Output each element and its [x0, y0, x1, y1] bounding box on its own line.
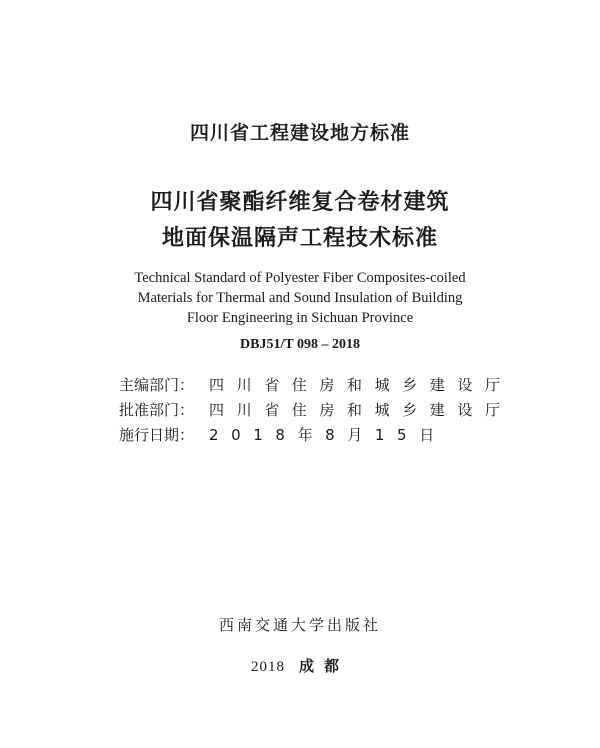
info-value: 四川省住房和城乡建设厅 [209, 401, 513, 419]
info-value: 2018年8月15日 [209, 426, 447, 444]
title-chinese-line-1: 四川省聚酯纤维复合卷材建筑 [150, 190, 450, 215]
info-block [119, 372, 513, 447]
publication-year: 2018 [250, 659, 285, 675]
publication-place [0, 655, 600, 676]
info-label: 主编部门： [119, 376, 195, 394]
publication-city: 成都 [298, 657, 349, 675]
info-row-approval [119, 397, 513, 422]
info-label: 施行日期： [119, 426, 195, 444]
publisher: 西南交通大学出版社 [218, 616, 381, 634]
standard-series: 四川省工程建设地方标准 [189, 122, 410, 144]
title-english [0, 268, 600, 328]
title-english-line-1: Technical Standard of Polyester Fiber Composites-coiled [134, 270, 466, 286]
info-row-effective-date [119, 422, 513, 447]
info-row-chief-editor [119, 372, 513, 397]
title-english-line-3: Floor Engineering in Sichuan Province [186, 310, 414, 326]
info-value: 四川省住房和城乡建设厅 [209, 376, 513, 394]
standard-code: DBJ51/T 098 – 2018 [240, 337, 360, 352]
info-label: 批准部门： [119, 401, 195, 419]
title-chinese [0, 185, 600, 257]
title-english-line-2: Materials for Thermal and Sound Insulation of Building [137, 290, 463, 306]
title-chinese-line-2: 地面保温隔声工程技术标准 [161, 226, 438, 251]
